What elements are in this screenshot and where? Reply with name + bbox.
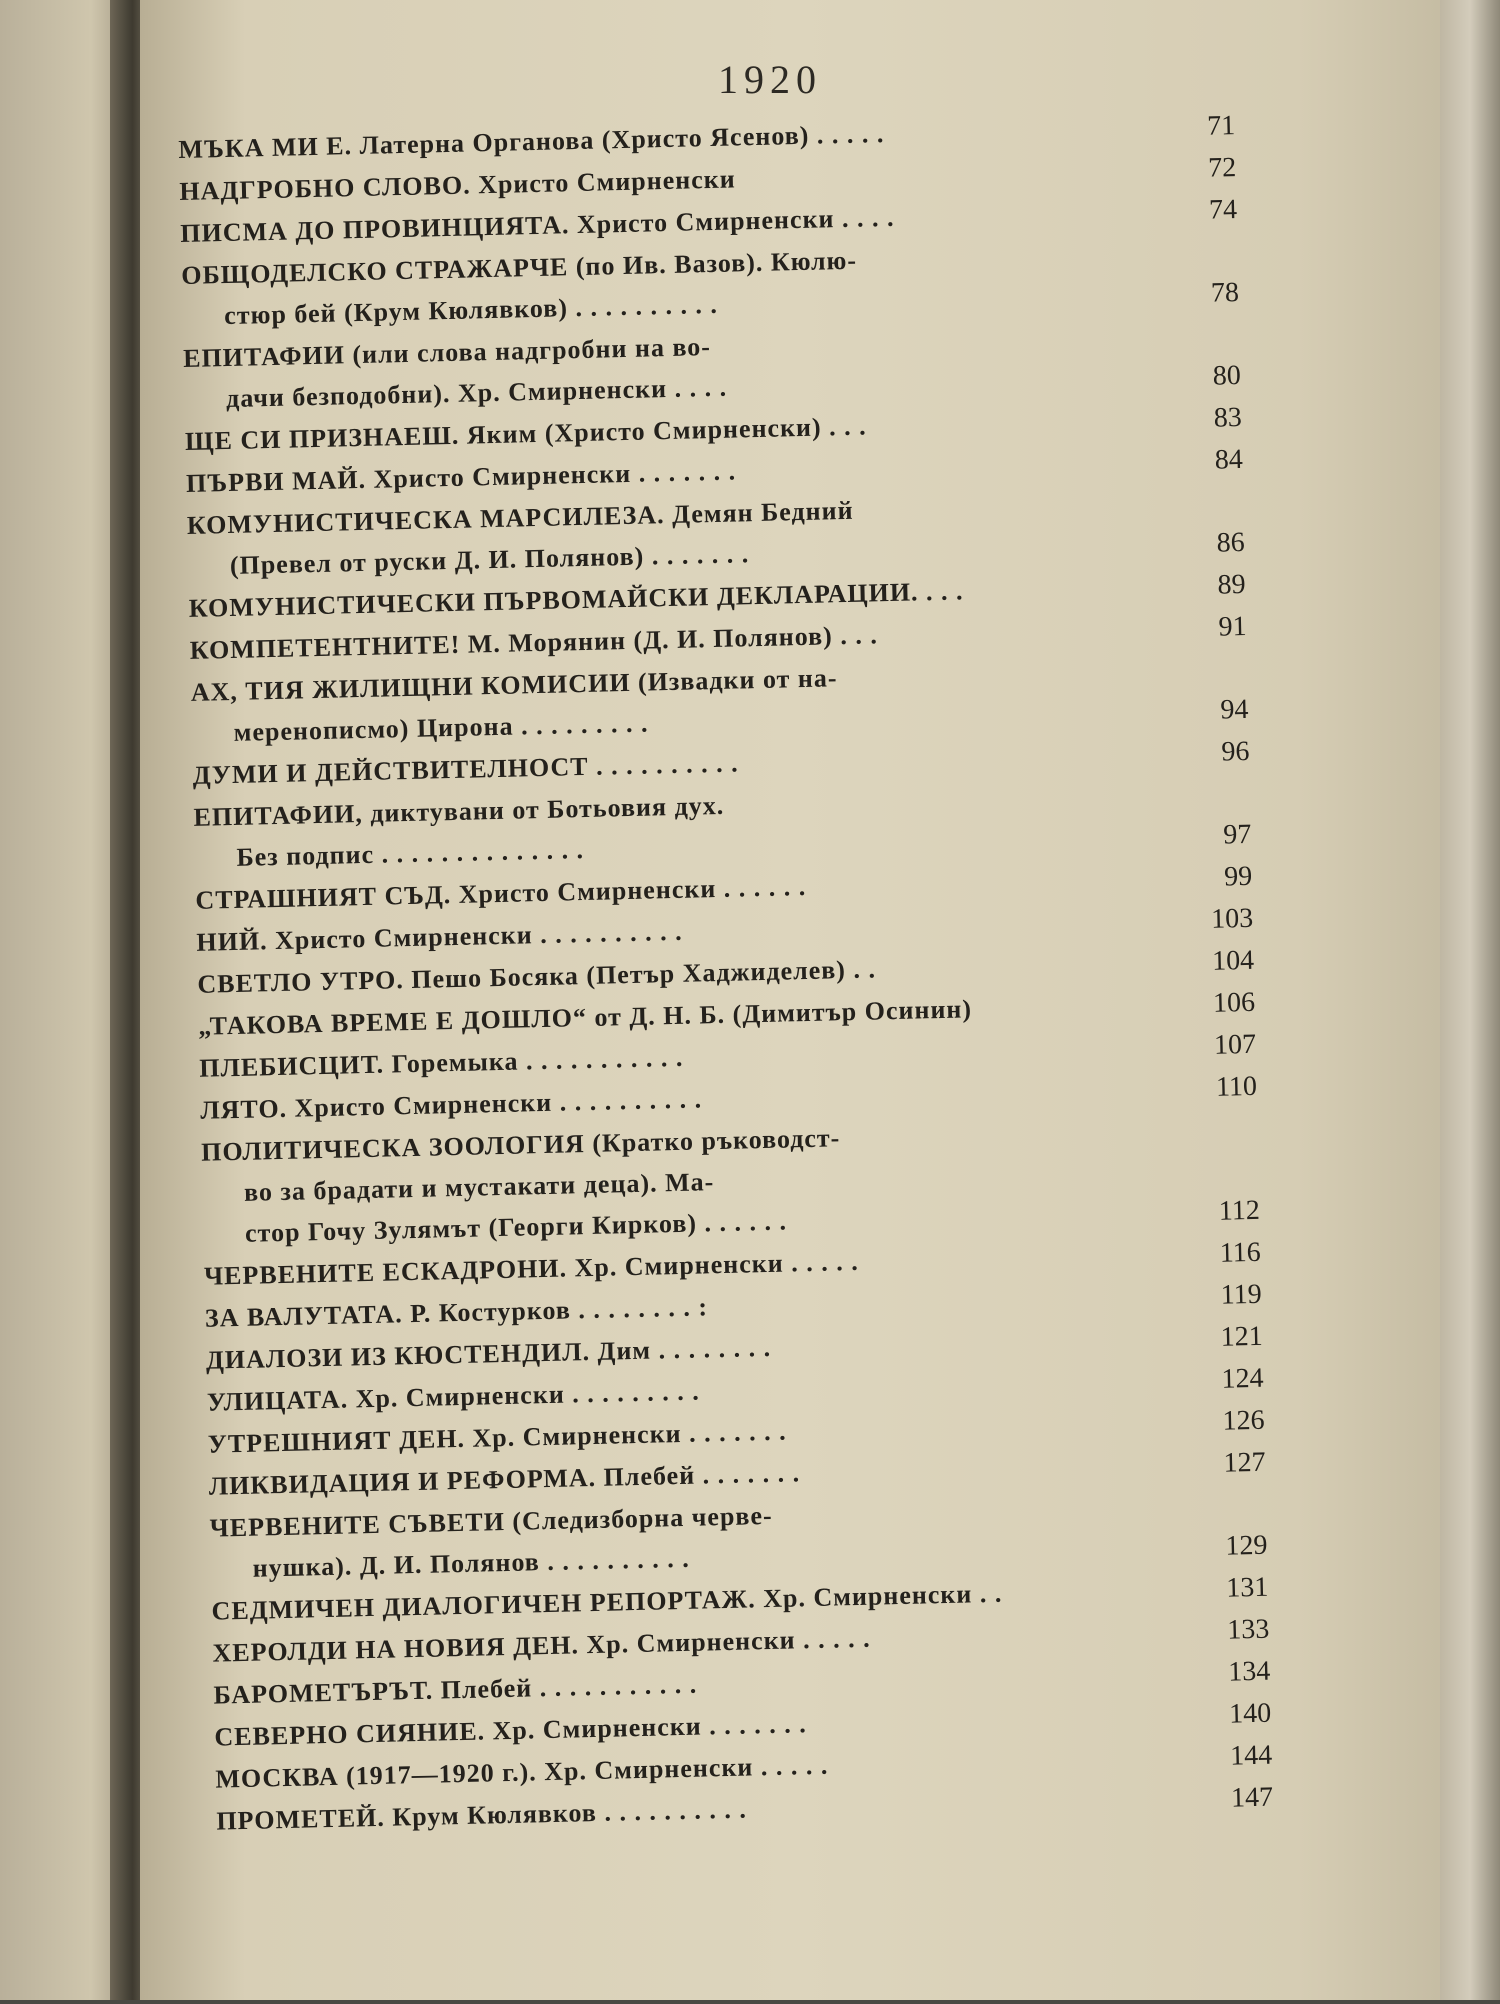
toc-page-number: 116	[1219, 1236, 1262, 1269]
toc-page-number: 83	[1213, 401, 1243, 434]
toc-entry-title: СВЕТЛО УТРО. Пешо Босяка (Петър Хаджиделев) . .	[197, 954, 877, 999]
toc-entry-continuation: стюр бей (Крум Кюлявков) . . . . . . . . . .	[223, 289, 719, 331]
toc-entry-continuation: меренописмо) Цирона . . . . . . . . .	[233, 708, 649, 747]
toc-entry-continuation: дачи безподобни). Хр. Смирненски . . . .	[225, 372, 728, 414]
toc-entry-continuation: Без подпис . . . . . . . . . . . . . .	[236, 835, 585, 872]
toc-entry-title: ПРОМЕТЕЙ. Крум Кюлявков . . . . . . . . . .	[216, 1794, 748, 1836]
toc-entry-title: МОСКВА (1917—1920 г.). Хр. Смирненски . . . . .	[215, 1750, 829, 1794]
toc-entry-title: ПИСМА ДО ПРОВИНЦИЯТА. Христо Смирненски . . . .	[180, 202, 895, 249]
toc-page-number: 144	[1229, 1739, 1273, 1772]
toc-entry-title: ПЪРВИ МАЙ. Христо Смирненски . . . . . . .	[185, 456, 737, 498]
toc-entry-title: ЛЯТО. Христо Смирненски . . . . . . . . . .	[199, 1084, 703, 1125]
toc-page-number: 74	[1208, 194, 1238, 226]
toc-page-number: 119	[1220, 1278, 1263, 1311]
toc-page-number: 71	[1206, 110, 1236, 142]
toc-page-number: 78	[1210, 277, 1240, 309]
toc-entry-title: ЕПИТАФИИ, диктувани от Ботьовия дух.	[193, 790, 725, 832]
toc-entry-title: БАРОМЕТЪРЪТ. Плебей . . . . . . . . . . .	[213, 1669, 698, 1710]
toc-page-number: 97	[1222, 818, 1252, 851]
toc-entry-title: СТРАШНИЯТ СЪД. Христо Смирненски . . . . . .	[195, 871, 807, 915]
toc-page-number: 112	[1218, 1194, 1261, 1227]
toc-page-number: 99	[1223, 860, 1253, 893]
toc-page-number: 103	[1210, 902, 1254, 935]
toc-entry-continuation: (Превел от руски Д. И. Полянов) . . . . . . .	[229, 539, 750, 580]
toc-entry-continuation: во за брадати и мустакати деца). Ма-	[243, 1167, 715, 1207]
toc-entry-title: ПОЛИТИЧЕСКА ЗООЛОГИЯ (Кратко ръководст-	[200, 1123, 841, 1167]
toc-page-number: 126	[1222, 1404, 1265, 1437]
toc-page-number: 140	[1228, 1697, 1272, 1730]
toc-entry-title: НАДГРОБНО СЛОВО. Христо Смирненски	[179, 164, 737, 207]
toc-entry-title: УЛИЦАТА. Хр. Смирненски . . . . . . . . .	[206, 1376, 701, 1417]
toc-entry-title: МЪКА МИ Е. Латерна Органова (Христо Ясенов) . . . . .	[178, 119, 885, 165]
toc-page-number: 110	[1215, 1070, 1258, 1103]
toc-entry-title: ДУМИ И ДЕЙСТВИТЕЛНОСТ . . . . . . . . . .	[192, 748, 739, 790]
toc-page-number: 147	[1230, 1781, 1274, 1814]
toc-entry-title: ЧЕРВЕНИТЕ ЕСКАДРОНИ. Хр. Смирненски . . . . .	[203, 1246, 860, 1291]
toc-entry-title: СЕДМИЧЕН ДИАЛОГИЧЕН РЕПОРТАЖ. Хр. Смирненски . .	[211, 1578, 1003, 1626]
toc-page-number: 127	[1223, 1446, 1266, 1479]
toc-entry-continuation: нушка). Д. И. Полянов . . . . . . . . . .	[252, 1543, 691, 1583]
toc-entry-title: ОБЩОДЕЛСКО СТРАЖАРЧЕ (по Ив. Вазов). Кюлю-	[180, 245, 858, 291]
toc-entry-title: ХЕРОЛДИ НА НОВИЯ ДЕН. Хр. Смирненски . . . . .	[212, 1623, 871, 1668]
toc-page-number: 80	[1212, 359, 1242, 392]
toc-entry-title: АХ, ТИЯ ЖИЛИЩНИ КОМИСИИ (Извадки от на-	[190, 663, 838, 707]
toc-entry-title: СЕВЕРНО СИЯНИЕ. Хр. Смирненски . . . . . . .	[214, 1709, 808, 1752]
toc-entry-continuation: стор Гочу Зулямът (Георги Кирков) . . . . . .	[244, 1206, 788, 1248]
toc-page-number: 134	[1227, 1655, 1271, 1688]
toc-page-number: 131	[1225, 1571, 1269, 1604]
toc-entry-title: ЩЕ СИ ПРИЗНАЕШ. Яким (Христо Смирненски) . . .	[184, 411, 867, 456]
toc-page-number: 89	[1217, 568, 1246, 601]
toc-page-number: 129	[1225, 1529, 1268, 1562]
toc-entry-title: КОМУНИСТИЧЕСКА МАРСИЛЕЗА. Демян Бедний	[186, 495, 854, 540]
toc-entry-title: КОМПЕТЕНТНИТЕ! М. Морянин (Д. И. Полянов) . . .	[189, 620, 879, 665]
toc-entry-title: УТРЕШНИЯТ ДЕН. Хр. Смирненски . . . . . . .	[207, 1416, 787, 1459]
toc-entry-title: ПЛЕБИСЦИТ. Горемыка . . . . . . . . . . .	[198, 1042, 684, 1083]
toc-page-number: 91	[1218, 610, 1247, 643]
toc-entry-title: ЗА ВАЛУТАТА. Р. Костурков . . . . . . . . :	[204, 1292, 709, 1333]
toc-page-number: 133	[1226, 1613, 1270, 1646]
toc-page-number: 94	[1220, 693, 1249, 726]
toc-page-number: 106	[1212, 986, 1256, 1019]
section-year-heading: 1920	[718, 57, 822, 102]
toc-entry-title: ЕПИТАФИИ (или слова надгробни на во-	[182, 332, 712, 373]
toc-entry-title: ЛИКВИДАЦИЯ И РЕФОРМА. Плебей . . . . . . .	[208, 1458, 801, 1501]
toc-entry-title: КОМУНИСТИЧЕСКИ ПЪРВОМАЙСКИ ДЕКЛАРАЦИИ. . . .	[188, 576, 964, 623]
toc-entry-title: ЧЕРВЕНИТЕ СЪВЕТИ (Следизборна черве-	[209, 1500, 773, 1543]
toc-page-number: 121	[1220, 1320, 1263, 1353]
toc-entry-title: „ТАКОВА ВРЕМЕ Е ДОШЛО“ от Д. Н. Б. (Димитър Осинин)	[198, 994, 973, 1041]
toc-page-number: 84	[1214, 443, 1244, 476]
toc-entry-title: ДИАЛОЗИ ИЗ КЮСТЕНДИЛ. Дим . . . . . . . .	[205, 1332, 772, 1375]
toc-page-number: 104	[1211, 944, 1255, 977]
toc-page-number: 96	[1221, 735, 1250, 768]
toc-entry-title: НИЙ. Христо Смирненски . . . . . . . . . .	[196, 916, 683, 957]
toc-page-number: 107	[1213, 1028, 1257, 1061]
toc-page-number: 124	[1221, 1362, 1264, 1395]
toc-page-number: 86	[1216, 526, 1245, 559]
toc-page-number: 72	[1207, 152, 1237, 184]
